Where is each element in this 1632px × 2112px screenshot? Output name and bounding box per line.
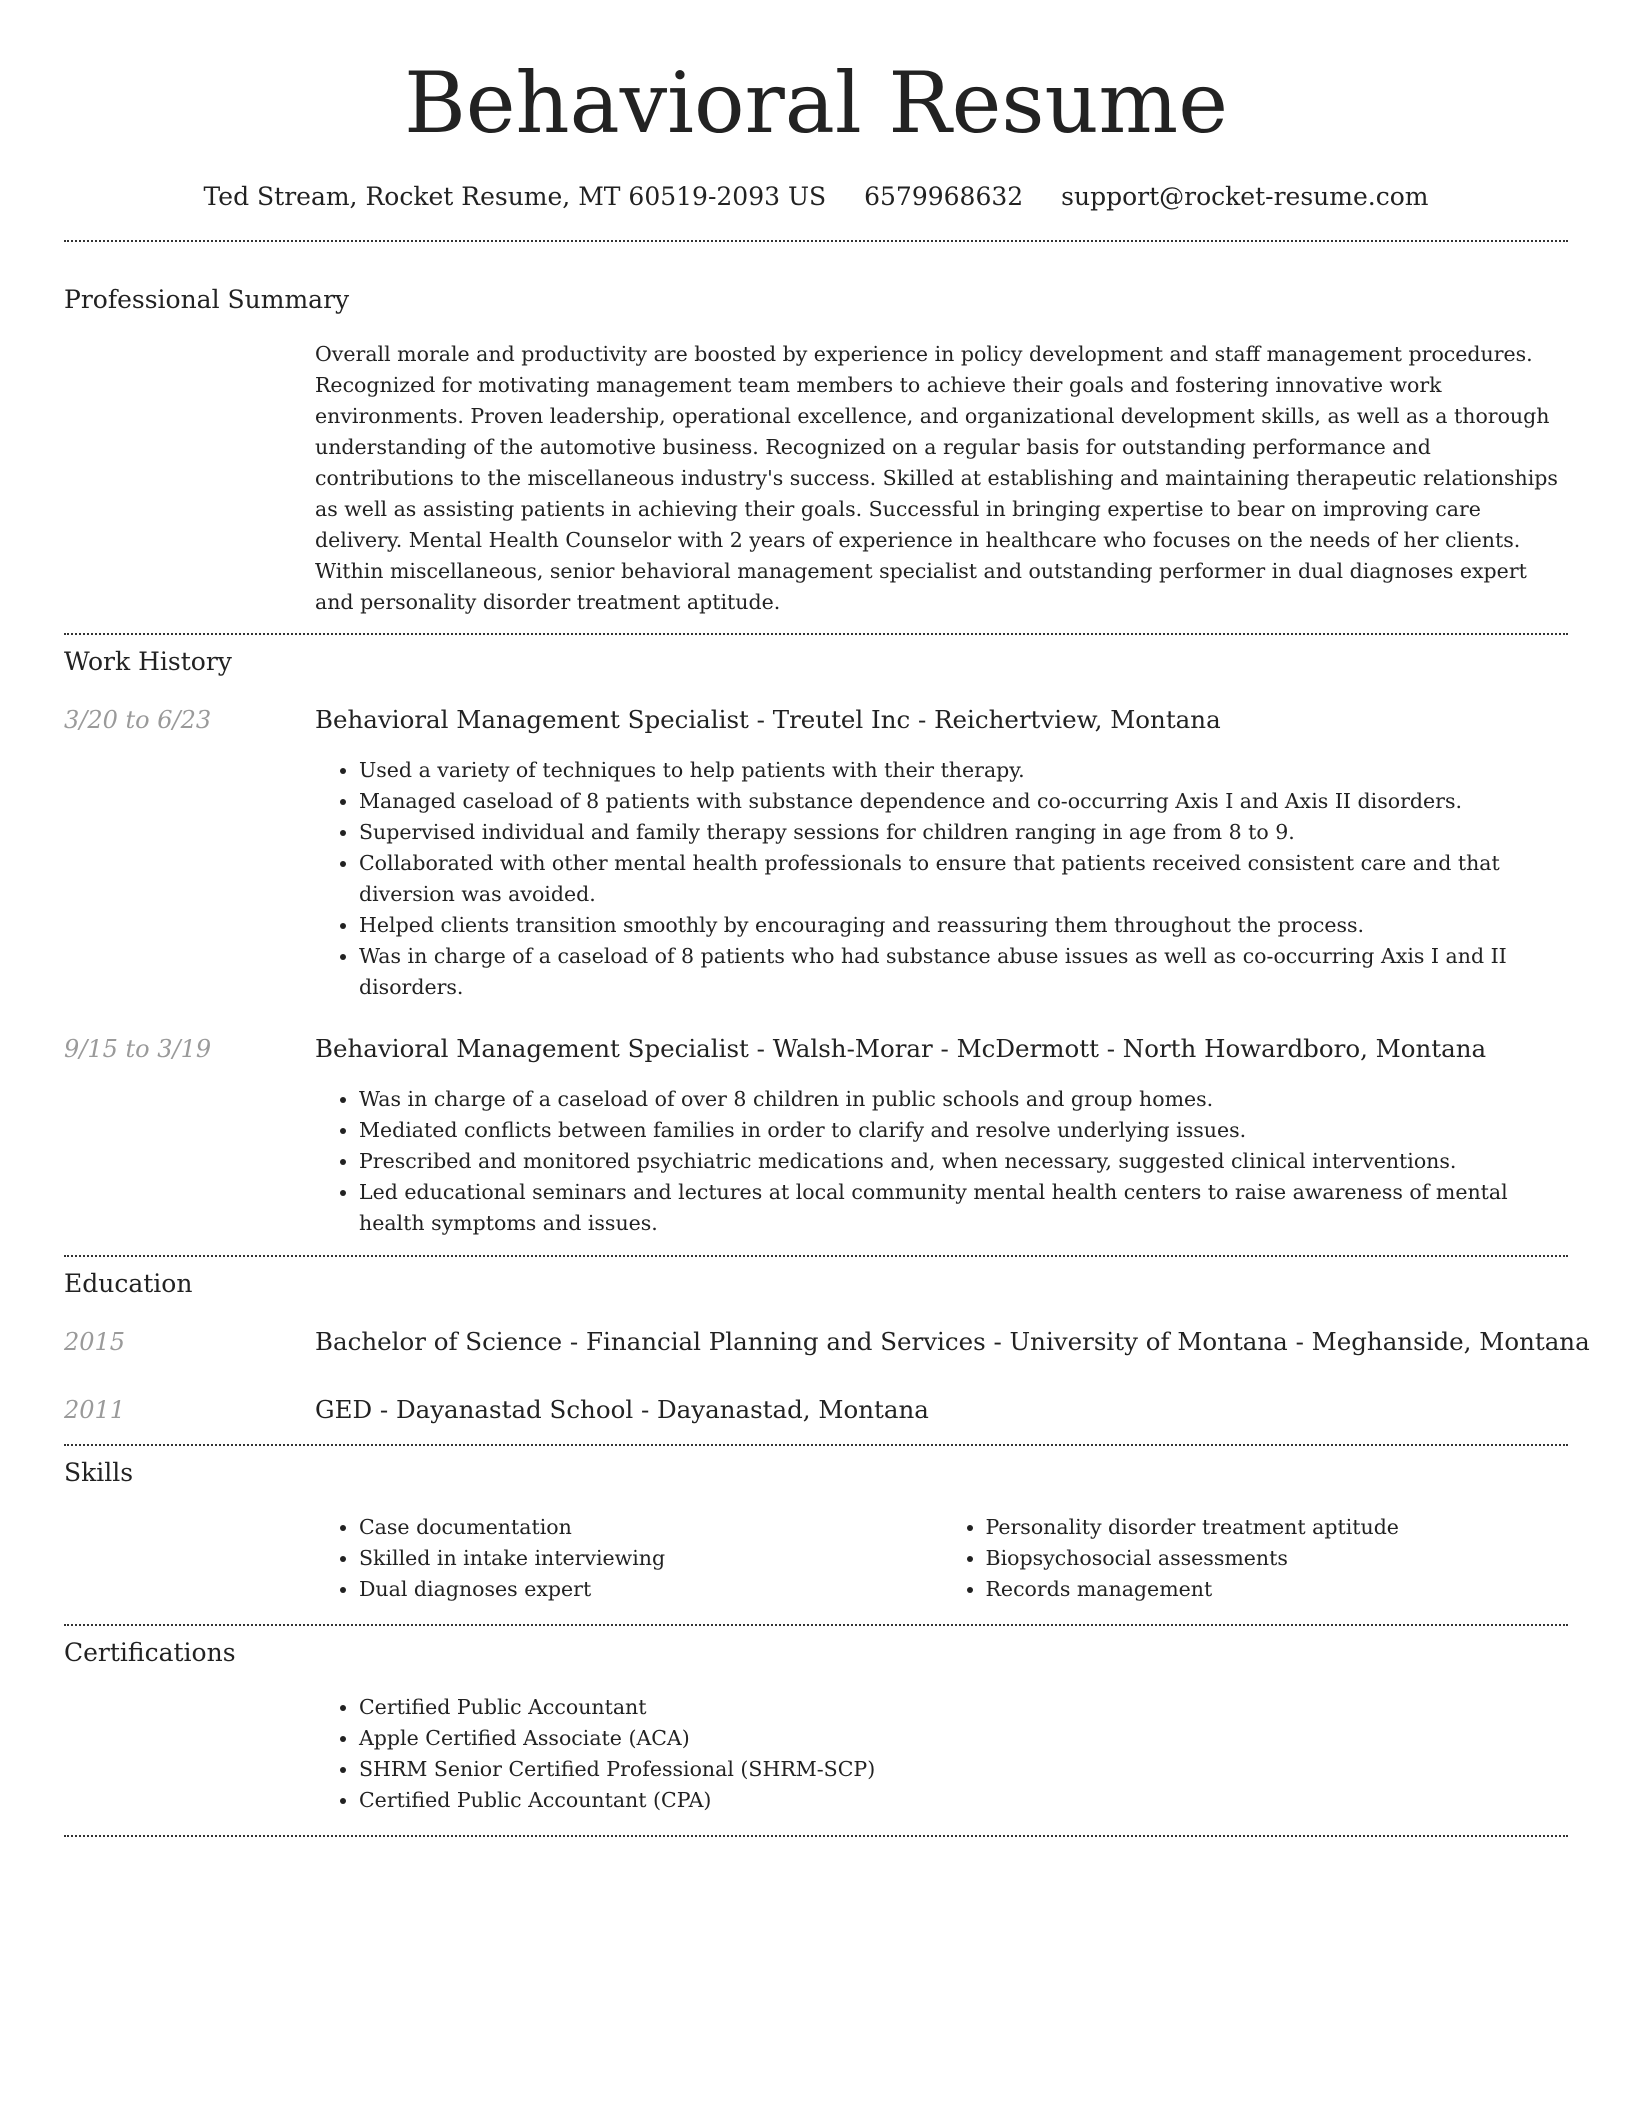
list-item: • Supervised individual and family therapy sessions for children ranging in age from 8 to 9. [359, 817, 1568, 848]
list-item: • Mediated conflicts between families in order to clarify and resolve underlying issues. [359, 1115, 1568, 1146]
job-bullets [315, 1084, 1568, 1239]
contact-email: support@rocket-resume.com [1061, 182, 1429, 211]
job-dates: 9/15 to 3/19 [64, 1035, 212, 1063]
divider [64, 1624, 1568, 1626]
contact-address: Ted Stream, Rocket Resume, MT 60519-2093 US [203, 182, 827, 211]
work-history-section [64, 645, 1568, 1235]
list-item: • Managed caseload of 8 patients with substance dependence and co-occurring Axis I and Axis II disorders. [359, 786, 1568, 817]
list-item: • Used a variety of techniques to help patients with their therapy. [359, 755, 1568, 786]
list-item: • SHRM Senior Certified Professional (SHRM-SCP) [359, 1754, 1568, 1785]
list-item: • Records management [986, 1574, 1569, 1605]
job-dates: 3/20 to 6/23 [64, 706, 212, 734]
list-item: • Personality disorder treatment aptitude [986, 1512, 1569, 1543]
section-title: Work History [64, 647, 232, 676]
list-item: • Certified Public Accountant [359, 1692, 1568, 1723]
divider [64, 1444, 1568, 1446]
section-title: Education [64, 1269, 193, 1298]
list-item: • Certified Public Accountant (CPA) [359, 1785, 1568, 1816]
job-bullets [315, 755, 1568, 1003]
divider [64, 633, 1568, 635]
list-item: • Skilled in intake interviewing [359, 1543, 942, 1574]
divider [64, 1835, 1568, 1837]
list-item: • Was in charge of a caseload of 8 patients who had substance abuse issues as well as co-occurring Axis I and II disorders. [359, 941, 1568, 1003]
skills-list-right [942, 1512, 1569, 1605]
skills-list-left [315, 1512, 942, 1605]
resume-title: Behavioral Resume [404, 54, 1228, 152]
education-text: GED - Dayanastad School - Dayanastad, Montana [315, 1395, 929, 1424]
certifications-list [315, 1692, 1568, 1816]
certifications-section [64, 1636, 1568, 1812]
job-heading: Behavioral Management Specialist - Walsh-Morar - McDermott - North Howardboro, Montana [315, 1034, 1487, 1063]
section-title: Professional Summary [64, 285, 350, 314]
list-item: • Collaborated with other mental health professionals to ensure that patients received consistent care and that diversion was avoided. [359, 848, 1568, 910]
education-year: 2015 [64, 1328, 126, 1356]
list-item: • Prescribed and monitored psychiatric medications and, when necessary, suggested clinical interventions. [359, 1146, 1568, 1177]
summary-text: Overall morale and productivity are boosted by experience in policy development and staff management procedures. Recognized for motivating management team members to achieve their goals and fostering innovative work environments. Proven leadership, operational excellence, and organizational development skills, as well as a thorough understanding of the automotive business. Recognized on a regular basis for outstanding performance and contributions to the miscellaneous industry's success. Skilled at establishing and maintaining therapeutic relationships as well as assisting patients in achieving their goals. Successful in bringing expertise to bear on improving care delivery. Mental Health Counselor with 2 years of experience in healthcare who focuses on the needs of her clients. Within miscellaneous, senior behavioral management specialist and outstanding performer in dual diagnoses expert and personality disorder treatment aptitude. [315, 342, 1558, 614]
contact-line [0, 180, 1632, 214]
skills-section [64, 1456, 1568, 1601]
list-item: • Case documentation [359, 1512, 942, 1543]
list-item: • Biopsychosocial assessments [986, 1543, 1569, 1574]
divider [64, 1255, 1568, 1257]
list-item: • Dual diagnoses expert [359, 1574, 942, 1605]
list-item: • Apple Certified Associate (ACA) [359, 1723, 1568, 1754]
section-title: Certifications [64, 1638, 236, 1667]
list-item: • Helped clients transition smoothly by encouraging and reassuring them throughout the process. [359, 910, 1568, 941]
education-text: Bachelor of Science - Financial Planning and Services - University of Montana - Meghanside, Montana [315, 1327, 1590, 1356]
job-heading: Behavioral Management Specialist - Treutel Inc - Reichertview, Montana [315, 705, 1221, 734]
divider [64, 240, 1568, 242]
section-title: Skills [64, 1458, 134, 1487]
list-item: • Led educational seminars and lectures at local community mental health centers to raise awareness of mental health symptoms and issues. [359, 1177, 1568, 1239]
education-section [64, 1267, 1590, 1424]
summary-section [64, 283, 1568, 614]
list-item: • Was in charge of a caseload of over 8 children in public schools and group homes. [359, 1084, 1568, 1115]
contact-phone: 6579968632 [864, 182, 1024, 211]
education-year: 2011 [64, 1396, 126, 1424]
